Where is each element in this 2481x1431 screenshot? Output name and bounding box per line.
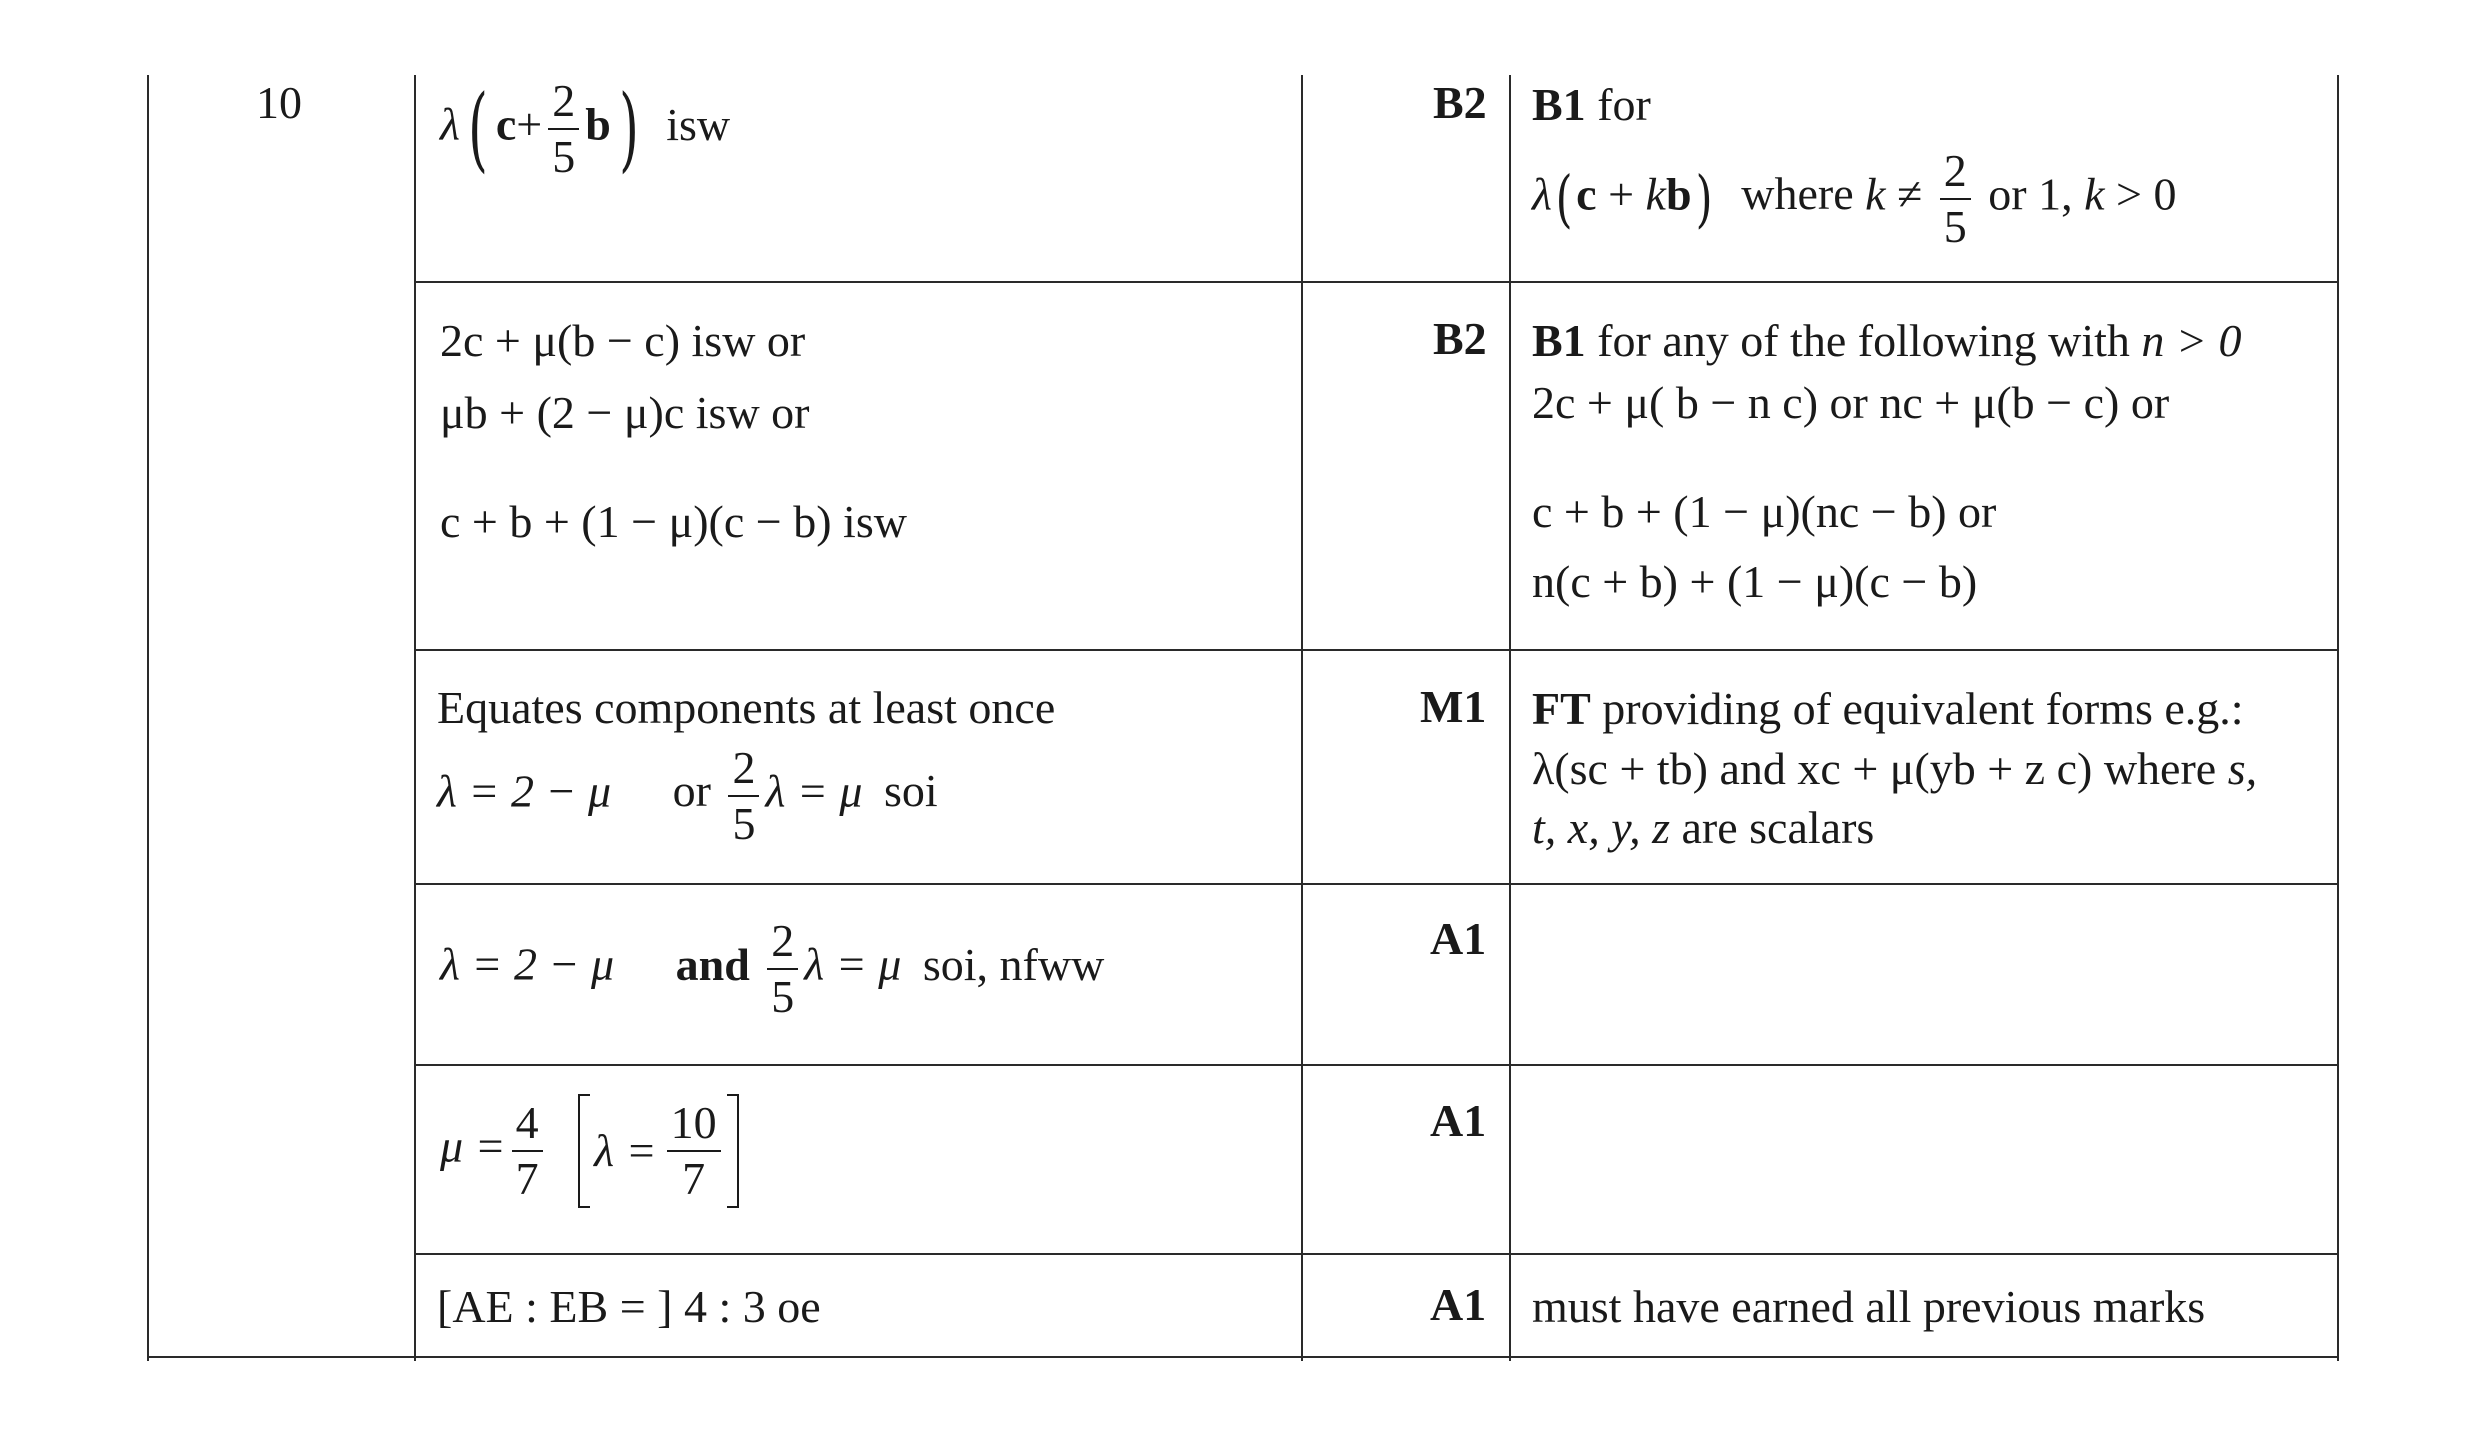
k-symbol: k xyxy=(1645,168,1666,220)
vector-c: c xyxy=(495,98,517,150)
guidance-row-1 xyxy=(1532,76,2176,250)
soi-note: soi, nfww xyxy=(922,938,1105,990)
guidance-mark-code: B1 xyxy=(1532,79,1586,130)
scalar-s: s, xyxy=(2227,742,2258,794)
k-symbol: k xyxy=(2084,168,2105,220)
guidance-text: must have earned all previous marks xyxy=(1532,1281,2206,1332)
or-text: or xyxy=(672,765,711,817)
soi-note: soi xyxy=(884,765,938,817)
plus-sign: + xyxy=(1596,168,1646,220)
answer-line: 2c + μ(b − c) isw or xyxy=(440,315,806,366)
answer-line: μb + (2 − μ)c isw or xyxy=(440,386,810,438)
guidance-text: providing of equivalent forms e.g.: xyxy=(1602,683,2244,734)
mark-row-1: B2 xyxy=(1433,77,1487,128)
fraction xyxy=(512,1097,543,1204)
guidance-mark-code: B1 xyxy=(1532,315,1586,366)
guidance-line: 2c + μ( b − n c) or nc + μ(b − c) or xyxy=(1532,376,2170,428)
greater-than-zero: > 0 xyxy=(2104,168,2177,220)
row-divider xyxy=(414,1253,2339,1255)
lambda-symbol: λ xyxy=(440,98,460,150)
guidance-line: c + b + (1 − μ)(nc − b) or xyxy=(1532,486,1997,537)
mark-row-2: B2 xyxy=(1433,313,1487,364)
question-number: 10 xyxy=(256,77,302,128)
equation-left: λ = 2 − μ xyxy=(440,938,615,990)
fraction-numerator: 2 xyxy=(552,75,576,126)
left-paren: ( xyxy=(1555,161,1573,235)
fraction-numerator: 2 xyxy=(1943,144,1967,196)
column-divider-guidance xyxy=(1509,75,1511,1361)
plus-sign: + xyxy=(516,98,543,150)
where-text: where xyxy=(1741,168,1854,220)
answer-row-4 xyxy=(440,915,1105,1022)
guidance-row-6 xyxy=(1532,1278,2205,1336)
left-paren: ( xyxy=(468,74,488,182)
fraction-numerator: 4 xyxy=(515,1097,539,1148)
vector-b: b xyxy=(1665,168,1692,220)
row-divider xyxy=(414,1064,2339,1066)
answer-row-2 xyxy=(440,312,907,551)
and-text: and xyxy=(675,938,750,990)
vector-b: b xyxy=(585,98,611,150)
lambda-symbol: λ xyxy=(1532,168,1552,220)
mu-equals: μ = xyxy=(440,1120,506,1172)
fraction-numerator: 2 xyxy=(732,741,756,793)
fraction-denominator: 5 xyxy=(1943,200,1967,252)
vector-c: c xyxy=(1576,168,1597,220)
condition-text: n > 0 xyxy=(2141,315,2242,366)
row-divider xyxy=(414,883,2339,885)
guidance-text: for xyxy=(1597,79,1651,130)
mark-row-4: A1 xyxy=(1430,913,1487,964)
mark-row-3: M1 xyxy=(1420,681,1487,732)
guidance-row-2 xyxy=(1532,312,2241,610)
row-divider xyxy=(414,649,2339,651)
isw-note: isw xyxy=(666,98,731,150)
lambda-equals: λ = xyxy=(594,1125,657,1177)
equation-right: λ = μ xyxy=(765,765,863,817)
equation-right: λ = μ xyxy=(804,938,902,990)
answer-row-5 xyxy=(440,1094,739,1208)
fraction xyxy=(767,915,798,1022)
fraction-denominator: 7 xyxy=(515,1153,539,1204)
answer-row-1 xyxy=(440,74,731,182)
or-one-text: or 1, xyxy=(1988,168,2073,220)
guidance-line: λ(sc + tb) and xc + μ(yb + z c) where xyxy=(1532,742,2217,794)
table-border-left xyxy=(147,75,149,1361)
right-paren: ) xyxy=(618,74,639,182)
mark-row-5: A1 xyxy=(1430,1095,1487,1146)
fraction xyxy=(728,741,759,849)
guidance-line: n(c + b) + (1 − μ)(c − b) xyxy=(1532,555,1978,607)
equation-left: λ = 2 − μ xyxy=(437,765,612,817)
guidance-text: for any of the following with xyxy=(1597,315,2130,366)
row-divider xyxy=(414,281,2339,283)
fraction-numerator: 10 xyxy=(670,1097,717,1148)
column-divider-answer xyxy=(414,75,416,1361)
ratio-answer: [AE : EB = ] 4 : 3 oe xyxy=(437,1281,821,1332)
column-divider-marks xyxy=(1301,75,1303,1361)
fraction xyxy=(667,1097,721,1204)
guidance-text: are scalars xyxy=(1681,802,1875,853)
right-paren: ) xyxy=(1695,161,1713,235)
fraction xyxy=(548,75,579,182)
fraction-numerator: 2 xyxy=(771,915,795,966)
table-border-bottom xyxy=(147,1356,2339,1358)
fraction-denominator: 5 xyxy=(552,131,576,182)
table-border-right xyxy=(2337,75,2339,1361)
answer-row-3 xyxy=(437,679,1055,847)
answer-line: c + b + (1 − μ)(c − b) isw xyxy=(440,496,907,547)
answer-row-6 xyxy=(437,1278,821,1336)
fraction-denominator: 5 xyxy=(732,797,756,849)
scalar-list: t, x, y, z xyxy=(1532,802,1670,853)
bracketed-lambda xyxy=(578,1094,738,1208)
answer-line: Equates components at least once xyxy=(437,682,1056,733)
fraction xyxy=(1940,144,1971,252)
fraction-denominator: 5 xyxy=(771,971,795,1022)
guidance-mark-code: FT xyxy=(1532,683,1591,734)
not-equal-sign: ≠ xyxy=(1885,168,1934,220)
mark-row-6: A1 xyxy=(1430,1279,1487,1330)
guidance-row-3 xyxy=(1532,680,2257,857)
k-symbol: k xyxy=(1865,168,1886,220)
fraction-denominator: 7 xyxy=(682,1153,706,1204)
